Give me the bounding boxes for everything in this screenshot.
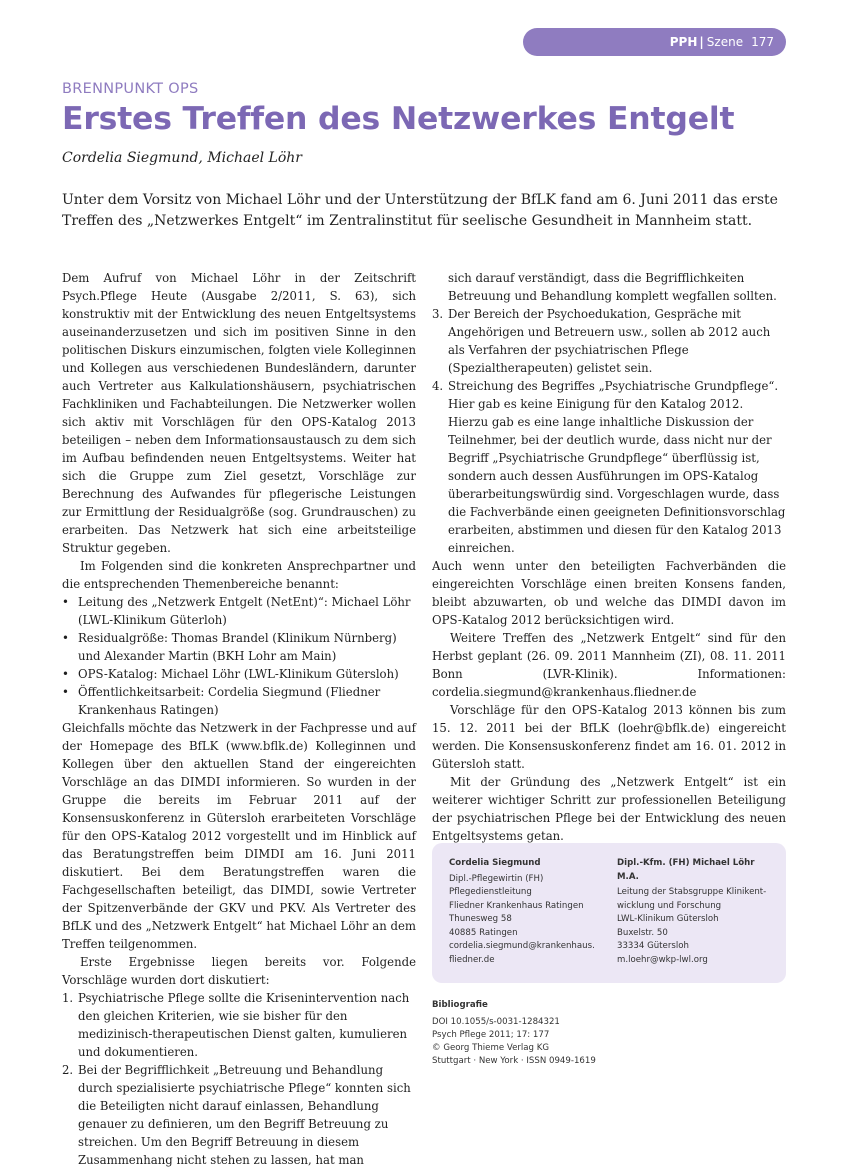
- doi: DOI 10.1055/s-0031-1284321: [432, 1017, 560, 1027]
- proposal-list: [432, 305, 786, 557]
- bibliography-heading: Bibliografie: [432, 1000, 488, 1010]
- paragraph: Im Folgenden sind die konkreten Ansprechpartner und die entsprechenden Themenbereiche benannt:: [62, 559, 416, 591]
- article-lead: Unter dem Vorsitz von Michael Löhr und der Unterstützung der BfLK fand am 6. Juni 2011 das erste Treffen des „Netzwerkes Entgelt“ im Zentralinstitut für seelische Gesundheit in Mannheim statt.: [62, 192, 778, 229]
- list-continuation: sich darauf verständigt, dass die Begrifflichkeiten Betreuung und Behandlung komplett wegfallen sollten.: [448, 271, 777, 303]
- paragraph: Gleichfalls möchte das Netzwerk in der Fachpresse und auf der Homepage des BfLK (www.bflk.de) Kolleginnen und Kollegen über den aktuellen Stand der eingereichten Vorschläge an das DIMDI informieren. So wurden in der Gruppe die bereits im Februar 2011 auf der Konsensuskonferenz in Gütersloh erarbeiteten Vorschläge für den OPS-Katalog 2012 vorgestellt und im Hinblick auf das Beratungstreffen beim DIMDI am 16. Juni 2011 diskutiert. Bei dem Beratungstreffen waren die Fachgesellschaften beteiligt, das DIMDI, sowie Vertreter der Spitzenverbände der GKV und PKV. Als Vertreter des BfLK und des „Netzwerk Entgelt“ hat Michael Löhr an dem Treffen teilgenommen.: [62, 721, 416, 951]
- bullet-icon: •: [62, 667, 69, 681]
- paragraph: Weitere Treffen des „Netzwerk Entgelt“ sind für den Herbst geplant (26. 09. 2011 Mannheim (ZI), 08. 11. 2011 Bonn (LVR-Klinik). Informationen: cordelia.siegmund@krankenhaus.fliedner.de: [432, 631, 786, 699]
- paragraph: Erste Ergebnisse liegen bereits vor. Folgende Vorschläge wurden dort diskutiert:: [62, 955, 416, 987]
- journal-brand: PPH: [669, 35, 698, 49]
- paragraph: Auch wenn unter den beteiligten Fachverbänden die eingereichten Vorschläge einen breiten Konsens fanden, bleibt abzuwarten, ob und welche das DIMDI davon im OPS-Katalog 2012 berücksichtigen wird.: [432, 559, 786, 627]
- bullet-icon: •: [62, 595, 69, 609]
- article-authors: Cordelia Siegmund, Michael Löhr: [62, 150, 302, 166]
- proposal-list: [62, 989, 416, 1169]
- header-separator: |: [699, 35, 704, 49]
- article-title: Erstes Treffen des Netzwerkes Entgelt: [62, 101, 735, 137]
- author-2-info: Dipl.-Kfm. (FH) Michael Löhr M.A. Leitung der Stabsgruppe Klinikent- wicklung und Forschung LWL-Klinikum Gütersloh Buxelstr. 50 33334 Gütersloh m.loehr@wkp-lwl.org: [617, 857, 777, 967]
- paragraph: Vorschläge für den OPS-Katalog 2013 können bis zum 15. 12. 2011 bei der BfLK (loehr@bflk.de) eingereicht werden. Die Konsensuskonferenz findet am 16. 01. 2012 in Gütersloh statt.: [432, 703, 786, 771]
- author-email: m.loehr@wkp-lwl.org: [617, 954, 708, 965]
- author-name: Dipl.-Kfm. (FH) Michael Löhr M.A.: [617, 858, 755, 882]
- list-item: 4. Streichung des Begriffes „Psychiatrische Grundpflege“. Hier gab es keine Einigung für den Katalog 2012. Hierzu gab es eine lange inhaltliche Diskussion der Teilnehmer, bei der deutlich wurde, dass nicht nur der Begriff „Psychiatrische Grundpflege“ überflüssig ist, sondern auch dessen Ausführungen im OPS-Katalog überarbeitungswürdig sind. Vorgeschlagen wurde, dass die Fachverbände einen geeigneten Definitionsvorschlag erarbeiten, abstimmen und diesen für den Katalog 2013 einreichen.: [432, 379, 786, 555]
- list-item: • OPS-Katalog: Michael Löhr (LWL-Klinikum Gütersloh): [62, 667, 399, 681]
- author-email: fliedner.de: [449, 954, 495, 965]
- list-item: 2. Bei der Begrifflichkeit „Betreuung und Behandlung durch spezialisierte psychiatrische Pflege“ konnten sich die Beteiligten nicht darauf einlassen, Behandlung genauer zu definieren, um den Begriff Betreuung zu streichen. Um den Begriff Betreuung in diesem Zusammenhang nicht stehen zu lassen, hat man: [62, 1063, 411, 1167]
- list-item: • Öffentlichkeitsarbeit: Cordelia Siegmund (Fliedner Krankenhaus Ratingen): [62, 685, 381, 717]
- author-1-info: Cordelia Siegmund Dipl.-Pflegewirtin (FH) Pflegedienstleitung Fliedner Krankenhaus Ratingen Thunesweg 58 40885 Ratingen cordelia.siegmund@krankenhaus. fliedner.de: [449, 857, 609, 967]
- bullet-icon: •: [62, 685, 69, 699]
- author-info-box: [432, 843, 786, 983]
- author-name: Cordelia Siegmund: [449, 858, 541, 868]
- list-item: • Leitung des „Netzwerk Entgelt (NetEnt)“: Michael Löhr (LWL-Klinikum Güterloh): [62, 595, 411, 627]
- body-column-left: [62, 269, 416, 1169]
- running-header-tab: [523, 28, 786, 56]
- paragraph: Dem Aufruf von Michael Löhr in der Zeitschrift Psych.Pflege Heute (Ausgabe 2/2011, S. 63), sich konstruktiv mit der Entwicklung des neuen Entgeltsystems auseinanderzusetzen und sich im positiven Sinne in den politischen Diskurs einzumischen, folgten viele Kolleginnen und Kollegen aus verschiedenen Bundesländern, darunter auch Vertreter aus Kalkulationshäusern, psychiatrischen Fachkliniken und Fachabteilungen. Die Netzwerker wollen sich aktiv mit Vorschlägen für den OPS-Katalog 2013 beteiligen – neben dem Informationsaustausch zu dem sich im Aufbau befindenden neuen Entgeltsystems. Weiter hat sich die Gruppe zum Ziel gesetzt, Vorschläge zur Berechnung des Aufwandes für pflegerische Leistungen zur Ermittlung der Residualgröße (sog. Grundrauschen) zu erarbeiten. Das Netzwerk hat sich eine arbeitsteilige Struktur gegeben.: [62, 271, 416, 555]
- list-item: • Residualgröße: Thomas Brandel (Klinikum Nürnberg) und Alexander Martin (BKH Lohr am Main): [62, 631, 397, 663]
- list-item: 3. Der Bereich der Psychoedukation, Gespräche mit Angehörigen und Betreuern usw., sollen ab 2012 auch als Verfahren der psychiatrischen Pflege (Spezialtherapeuten) gelistet sein.: [432, 307, 771, 375]
- page-number: 177: [751, 35, 774, 49]
- section-name: Szene: [706, 35, 744, 49]
- list-item: 1. Psychiatrische Pflege sollte die Krisenintervention nach den gleichen Kriterien, wie sie bisher für den medizinisch-therapeutischen Dienst galten, kumulieren und dokumentieren.: [62, 991, 410, 1059]
- article-kicker: BRENNPUNKT OPS: [62, 81, 199, 97]
- contact-list: [62, 593, 416, 719]
- paragraph: Mit der Gründung des „Netzwerk Entgelt“ ist ein weiterer wichtiger Schritt zur professionellen Beteiligung der psychiatrischen Pflege bei der Entwicklung des neuen Entgeltsystems getan.: [432, 775, 786, 843]
- author-email: cordelia.siegmund@krankenhaus.: [449, 941, 595, 951]
- body-column-right: [432, 269, 786, 845]
- bullet-icon: •: [62, 631, 69, 645]
- bibliography: Bibliografie DOI 10.1055/s-0031-1284321 Psych Pflege 2011; 17: 177 © Georg Thieme Verlag KG Stuttgart · New York · ISSN 0949-1619: [432, 1000, 596, 1066]
